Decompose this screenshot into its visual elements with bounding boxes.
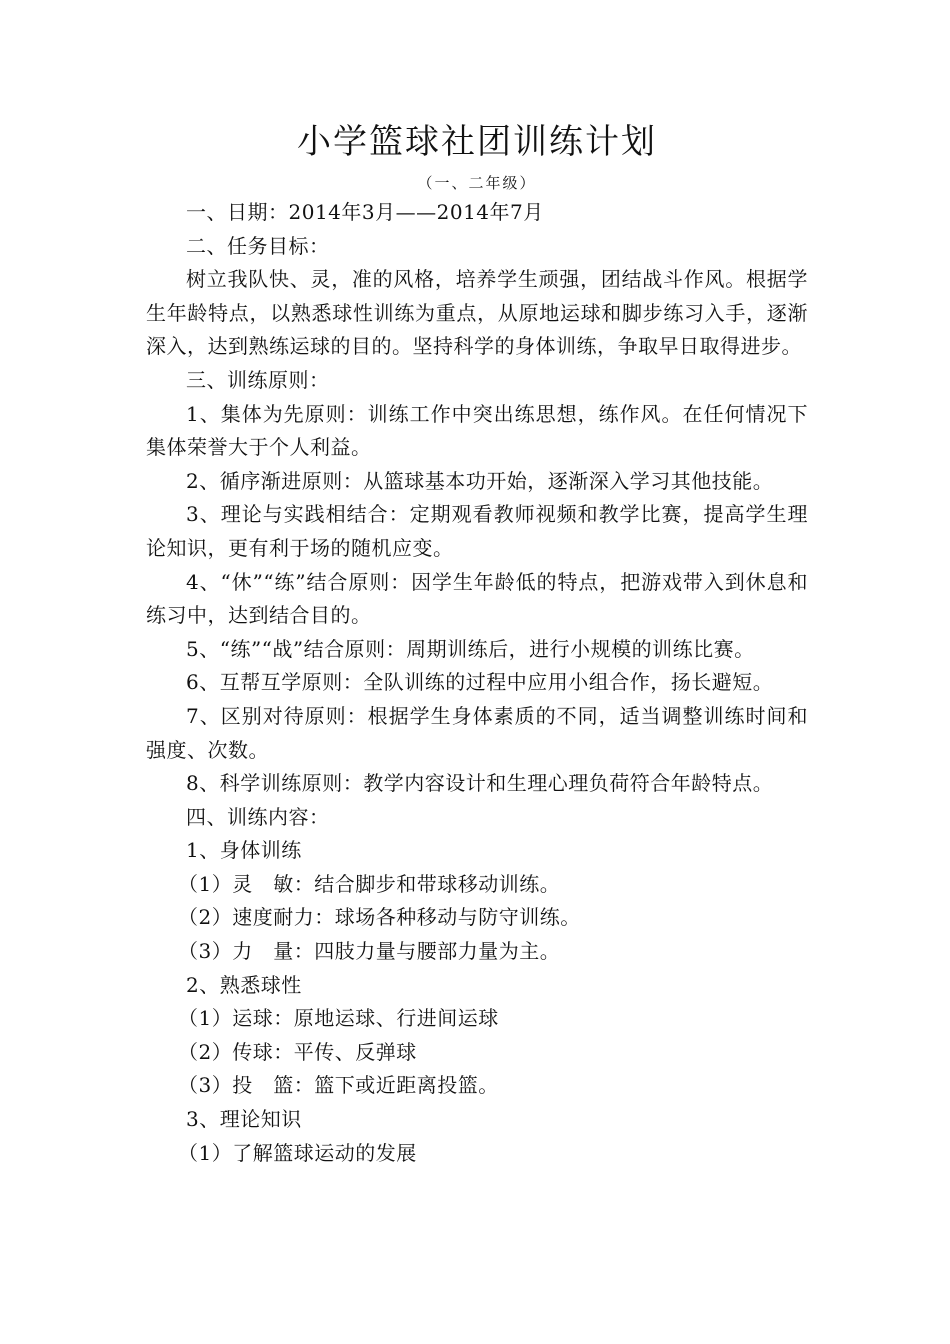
principle-paragraph: 8、科学训练原则：教学内容设计和生理心理负荷符合年龄特点。	[186, 771, 774, 796]
content-item: （1）运球：原地运球、行进间运球	[178, 1006, 499, 1031]
content-item: （1）灵 敏：结合脚步和带球移动训练。	[178, 871, 561, 896]
content-group-heading: 2、熟悉球性	[186, 972, 302, 997]
section-heading-content: 四、训练内容：	[186, 804, 330, 829]
content-group-heading: 3、理论知识	[186, 1107, 302, 1132]
content-item: （1）了解篮球运动的发展	[178, 1140, 417, 1165]
goals-paragraph: 树立我队快、灵，准的风格，培养学生顽强，团结战斗作风。根据学生年龄特点，以熟悉球性训练为重点，从原地运球和脚步练习入手，逐渐深入，达到熟练运球的目的。坚持科学的身体训练，争取早日取得进步。	[146, 267, 808, 359]
content-group-heading: 1、身体训练	[186, 838, 302, 863]
content-item: （3）投 篮：篮下或近距离投篮。	[178, 1073, 499, 1098]
document-page	[146, 108, 808, 1170]
content-item: （2）速度耐力：球场各种移动与防守训练。	[178, 905, 581, 930]
principle-paragraph: 6、互帮互学原则：全队训练的过程中应用小组合作，扬长避短。	[186, 670, 774, 695]
section-heading-goals: 二、任务目标：	[186, 233, 330, 258]
content-item: （2）传球：平传、反弹球	[178, 1039, 417, 1064]
principle-paragraph: 7、区别对待原则：根据学生身体素质的不同，适当调整训练时间和强度、次数。	[146, 703, 808, 762]
content-item: （3）力 量：四肢力量与腰部力量为主。	[178, 939, 561, 964]
principle-paragraph: 1、集体为先原则：训练工作中突出练思想，练作风。在任何情况下集体荣誉大于个人利益。	[146, 401, 808, 460]
principle-paragraph: 3、理论与实践相结合：定期观看教师视频和教学比赛，提高学生理论知识，更有利于场的随机应变。	[146, 502, 808, 560]
section-heading-principles: 三、训练原则：	[186, 367, 330, 392]
date-line: 一、日期：2014年3月——2014年7月	[186, 200, 544, 224]
document-subtitle: （一、二年级）	[417, 174, 537, 192]
principle-paragraph: 2、循序渐进原则：从篮球基本功开始，逐渐深入学习其他技能。	[186, 468, 774, 493]
document-title: 小学篮球社团训练计划	[297, 122, 657, 162]
principle-paragraph: 4、“休”“练”结合原则：因学生年龄低的特点，把游戏带入到休息和练习中，达到结合目的。	[146, 569, 808, 628]
principle-paragraph: 5、“练”“战”结合原则：周期训练后，进行小规模的训练比赛。	[186, 636, 755, 661]
